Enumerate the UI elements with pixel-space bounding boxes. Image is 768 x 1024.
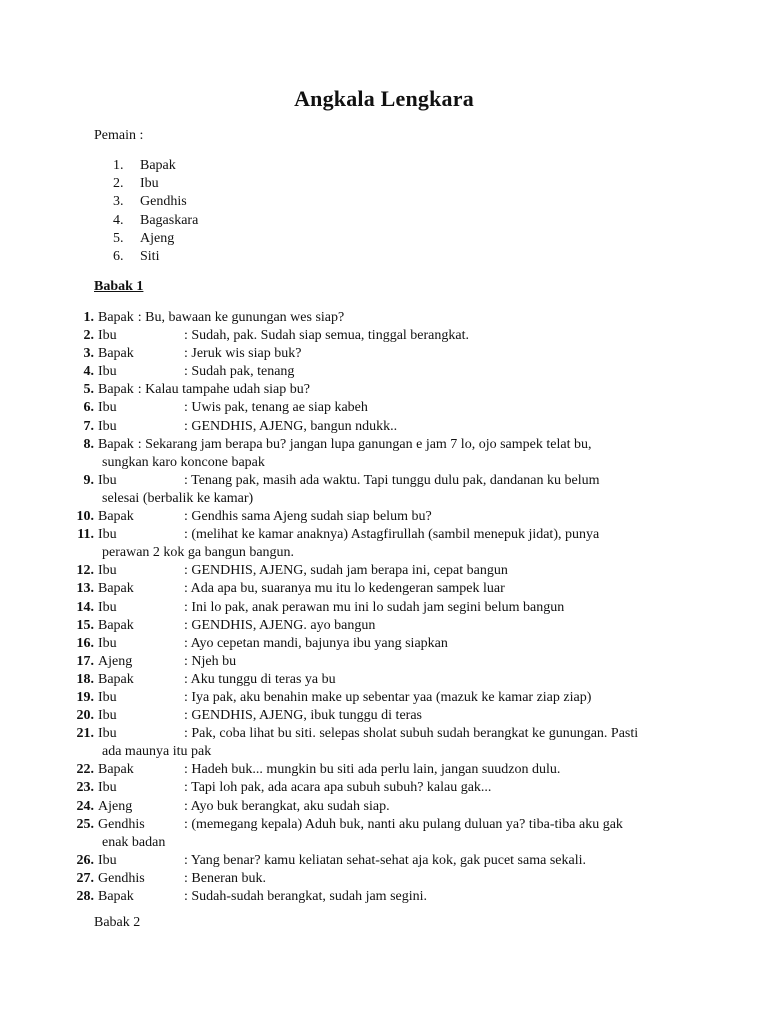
cast-item	[113, 230, 198, 248]
cast-item-name: Gendhis	[140, 194, 187, 210]
dialog-speaker: Bapak	[98, 889, 134, 904]
cast-item-number: 6.	[113, 248, 124, 264]
dialog-speaker: Bapak	[98, 671, 134, 687]
dialog-speaker: Ibu	[98, 708, 117, 724]
dialog-speaker: Bapak	[98, 310, 134, 325]
dialog-text: : Gendhis sama Ajeng sudah siap belum bu?	[184, 509, 432, 525]
dialog-line-number: 18.	[76, 671, 94, 687]
dialog-line-number: 20.	[76, 708, 94, 724]
cast-item-number: 2.	[113, 176, 124, 192]
dialog-speaker: Ibu	[98, 726, 117, 742]
dialog-line-number: 28.	[76, 889, 94, 904]
dialog-text: : Tenang pak, masih ada waktu. Tapi tunggu dulu pak, dandanan ku belum	[184, 472, 600, 488]
cast-item-name: Bagaskara	[140, 212, 199, 228]
dialog-text: : Tapi loh pak, ada acara apa subuh subuh? kalau gak...	[184, 780, 492, 796]
dialog-speaker: Ibu	[98, 418, 117, 434]
dialog-speaker: Ibu	[98, 563, 117, 579]
dialog-line	[70, 635, 690, 653]
dialog-text: : Ini lo pak, anak perawan mu ini lo sudah jam segini belum bangun	[184, 599, 565, 615]
dialog-line	[70, 436, 690, 454]
dialog-text: : Aku tunggu di teras ya bu	[184, 671, 336, 687]
dialog-line-number: 23.	[76, 780, 94, 796]
dialog-line-number: 16.	[76, 635, 94, 651]
dialog-line-number: 1.	[83, 310, 94, 325]
dialog-line	[70, 399, 690, 417]
dialog-speaker: Bapak	[98, 617, 134, 633]
dialog-line	[70, 508, 690, 526]
dialog-line	[70, 472, 690, 490]
cast-item-number: 3.	[113, 194, 124, 210]
dialog-text: : Ada apa bu, suaranya mu itu lo kedengeran sampek luar	[184, 581, 505, 597]
dialog-line	[70, 418, 690, 436]
dialog-line-number: 13.	[76, 581, 94, 597]
dialog-text: : Iya pak, aku benahin make up sebentar yaa (mazuk ke kamar ziap ziap)	[184, 689, 592, 705]
dialog-line	[70, 671, 690, 689]
dialog-speaker: Bapak	[98, 382, 134, 398]
dialog-text: : Njeh bu	[184, 653, 237, 669]
dialog-list	[70, 309, 690, 906]
dialog-text: : Sekarang jam berapa bu? jangan lupa ganungan e jam 7 lo, ojo sampek telat bu,	[137, 436, 592, 452]
dialog-line	[70, 888, 690, 906]
dialog-text: : Jeruk wis siap buk?	[184, 346, 302, 362]
dialog-speaker: Ibu	[98, 527, 117, 543]
cast-item-name: Ajeng	[140, 230, 175, 246]
dialog-line	[70, 580, 690, 598]
dialog-text: : Yang benar? kamu keliatan sehat-sehat aja kok, gak pucet sama sekali.	[184, 852, 586, 868]
cast-item	[113, 248, 198, 266]
dialog-line	[70, 599, 690, 617]
dialog-speaker: Ibu	[98, 364, 117, 380]
dialog-text: : Hadeh buk... mungkin bu siti ada perlu lain, jangan suudzon dulu.	[184, 762, 561, 778]
dialog-line-number: 9.	[83, 472, 94, 488]
dialog-line-number: 25.	[76, 816, 94, 832]
dialog-line-number: 21.	[76, 726, 94, 742]
dialog-line-number: 4.	[83, 364, 94, 380]
cast-item	[113, 175, 198, 193]
dialog-speaker: Ibu	[98, 852, 117, 868]
dialog-speaker: Bapak	[98, 762, 134, 778]
dialog-line-number: 14.	[76, 599, 94, 615]
cast-item	[113, 193, 198, 211]
dialog-line	[70, 761, 690, 779]
dialog-line	[70, 870, 690, 888]
dialog-line-number: 5.	[83, 382, 94, 398]
document-title: Angkala Lengkara	[294, 86, 474, 111]
dialog-text-continuation: selesai (berbalik ke kamar)	[102, 490, 254, 506]
dialog-text: : Sudah, pak. Sudah siap semua, tinggal berangkat.	[184, 328, 469, 344]
dialog-speaker: Ibu	[98, 328, 117, 344]
dialog-speaker: Gendhis	[98, 816, 145, 832]
dialog-line	[70, 363, 690, 381]
dialog-speaker: Ibu	[98, 635, 117, 651]
dialog-speaker: Ajeng	[98, 653, 133, 669]
dialog-line-number: 11.	[77, 527, 94, 543]
dialog-text: : Sudah-sudah berangkat, sudah jam segini.	[184, 889, 428, 904]
dialog-text: : (memegang kepala) Aduh buk, nanti aku pulang duluan ya? tiba-tiba aku gak	[184, 816, 623, 832]
dialog-line	[70, 327, 690, 345]
dialog-text: : (melihat ke kamar anaknya) Astagfirullah (sambil menepuk jidat), punya	[184, 527, 600, 543]
dialog-line	[70, 562, 690, 580]
dialog-text: : GENDHIS, AJENG. ayo bangun	[184, 617, 376, 633]
dialog-line	[70, 852, 690, 870]
dialog-text-continuation: perawan 2 kok ga bangun bangun.	[102, 545, 295, 561]
dialog-line	[70, 689, 690, 707]
dialog-line	[70, 617, 690, 635]
dialog-line	[70, 725, 690, 743]
dialog-line-number: 2.	[83, 328, 94, 344]
dialog-line	[70, 816, 690, 834]
dialog-speaker: Bapak	[98, 581, 134, 597]
dialog-line	[70, 798, 690, 816]
dialog-speaker: Ibu	[98, 472, 117, 488]
dialog-speaker: Ibu	[98, 689, 117, 705]
cast-item-name: Ibu	[140, 176, 159, 192]
dialog-line	[70, 779, 690, 797]
dialog-line-number: 6.	[83, 400, 94, 416]
dialog-text-continuation: sungkan karo koncone bapak	[102, 454, 265, 470]
cast-item-number: 1.	[113, 158, 124, 173]
dialog-text: : Beneran buk.	[184, 870, 267, 886]
cast-item-name: Bapak	[140, 158, 176, 173]
dialog-line-number: 12.	[76, 563, 94, 579]
dialog-text: : GENDHIS, AJENG, ibuk tunggu di teras	[184, 708, 422, 724]
dialog-line-number: 10.	[76, 509, 94, 525]
dialog-line-number: 19.	[76, 689, 94, 705]
dialog-line	[70, 653, 690, 671]
dialog-text: : GENDHIS, AJENG, bangun ndukk..	[184, 418, 398, 434]
cast-list	[113, 157, 198, 266]
cast-item-name: Siti	[140, 248, 160, 264]
dialog-line	[70, 707, 690, 725]
dialog-line	[70, 309, 690, 327]
dialog-text: : Kalau tampahe udah siap bu?	[137, 382, 310, 398]
dialog-line-number: 22.	[76, 762, 94, 778]
dialog-line-number: 15.	[76, 617, 94, 633]
dialog-line-number: 24.	[76, 798, 94, 814]
dialog-speaker: Ibu	[98, 780, 117, 796]
dialog-line	[70, 345, 690, 363]
dialog-line	[70, 526, 690, 544]
dialog-text: : Pak, coba lihat bu siti. selepas sholat subuh sudah berangkat ke gunungan. Pasti	[184, 726, 639, 742]
dialog-text: : Bu, bawaan ke gunungan wes siap?	[137, 310, 345, 325]
act-2-heading: Babak 2	[94, 915, 141, 930]
act-1-heading: Babak 1	[94, 279, 144, 294]
dialog-speaker: Gendhis	[98, 870, 145, 886]
cast-item	[113, 157, 198, 175]
dialog-line-number: 3.	[83, 346, 94, 362]
dialog-line-number: 27.	[76, 870, 94, 886]
dialog-line	[70, 381, 690, 399]
dialog-text-continuation: ada maunya itu pak	[102, 744, 212, 760]
dialog-text: : Uwis pak, tenang ae siap kabeh	[184, 400, 368, 416]
dialog-speaker: Ibu	[98, 599, 117, 615]
dialog-text: : Sudah pak, tenang	[184, 364, 295, 380]
cast-item	[113, 212, 198, 230]
dialog-speaker: Ibu	[98, 400, 117, 416]
cast-heading: Pemain :	[94, 128, 144, 143]
dialog-text: : Ayo cepetan mandi, bajunya ibu yang siapkan	[184, 635, 448, 651]
cast-item-number: 4.	[113, 212, 124, 228]
dialog-speaker: Bapak	[98, 346, 134, 362]
dialog-speaker: Bapak	[98, 509, 134, 525]
dialog-line-number: 26.	[76, 852, 94, 868]
dialog-speaker: Ajeng	[98, 798, 133, 814]
dialog-text-continuation: enak badan	[102, 834, 166, 850]
cast-item-number: 5.	[113, 230, 124, 246]
dialog-line-number: 8.	[83, 436, 94, 452]
dialog-line-number: 17.	[76, 653, 94, 669]
dialog-text: : Ayo buk berangkat, aku sudah siap.	[184, 798, 390, 814]
dialog-line-number: 7.	[83, 418, 94, 434]
dialog-speaker: Bapak	[98, 436, 134, 452]
dialog-text: : GENDHIS, AJENG, sudah jam berapa ini, cepat bangun	[184, 563, 508, 579]
